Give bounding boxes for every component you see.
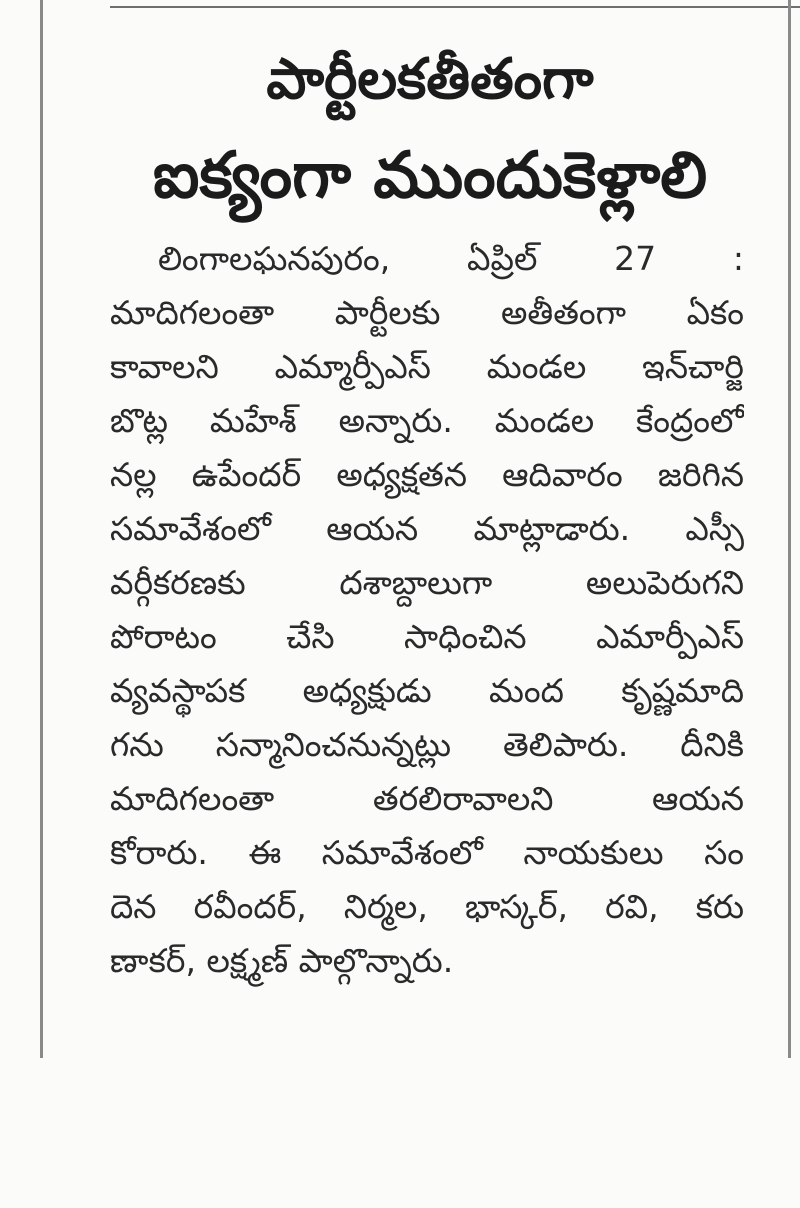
headline-line-2: ఐక్యంగా ముందుకెళ్లాలి — [152, 139, 708, 213]
article-line: సమావేశంలో ఆయన మాట్లాడారు. ఎస్సీ — [110, 509, 744, 548]
headline-line-1: పార్టీలకతీతంగా — [266, 47, 594, 112]
article-line: బొట్ల మహేశ్ అన్నారు. మండల కేంద్రంలో — [110, 401, 744, 440]
article-line: పోరాటం చేసి సాధించిన ఎమార్పీఎస్ — [110, 617, 744, 656]
article-line: ణాకర్, లక్ష్మణ్ పాల్గొన్నారు. — [110, 941, 454, 980]
article-line: వర్గీకరణకు దశాబ్దాలుగా అలుపెరుగని — [110, 563, 744, 602]
right-column-rule — [788, 0, 791, 1058]
article-line: కావాలని ఎమ్మార్పీఎస్ మండల ఇన్‌చార్జి — [110, 347, 744, 386]
article-line: గను సన్మానించనున్నట్లు తెలిపారు. దీనికి — [110, 725, 744, 764]
left-column-rule — [40, 0, 43, 1058]
article-line-dateline: లింగాలఘనపురం, ఏప్రిల్ 27 : — [158, 239, 744, 278]
article-line: మాదిగలంతా తరలిరావాలని ఆయన — [110, 779, 744, 818]
top-rule — [110, 6, 800, 8]
article-line: కోరారు. ఈ సమావేశంలో నాయకులు సం — [110, 833, 744, 872]
article-line: దెన రవీందర్, నిర్మల, భాస్కర్, రవి, కరు — [110, 887, 744, 926]
article-body — [110, 232, 744, 988]
article-line: మాదిగలంతా పార్టీలకు అతీతంగా ఏకం — [110, 293, 744, 332]
article-line: నల్ల ఉపేందర్ అధ్యక్షతన ఆదివారం జరిగిన — [110, 455, 744, 494]
article-line: వ్యవస్థాపక అధ్యక్షుడు మంద కృష్ణమాది — [110, 671, 744, 710]
